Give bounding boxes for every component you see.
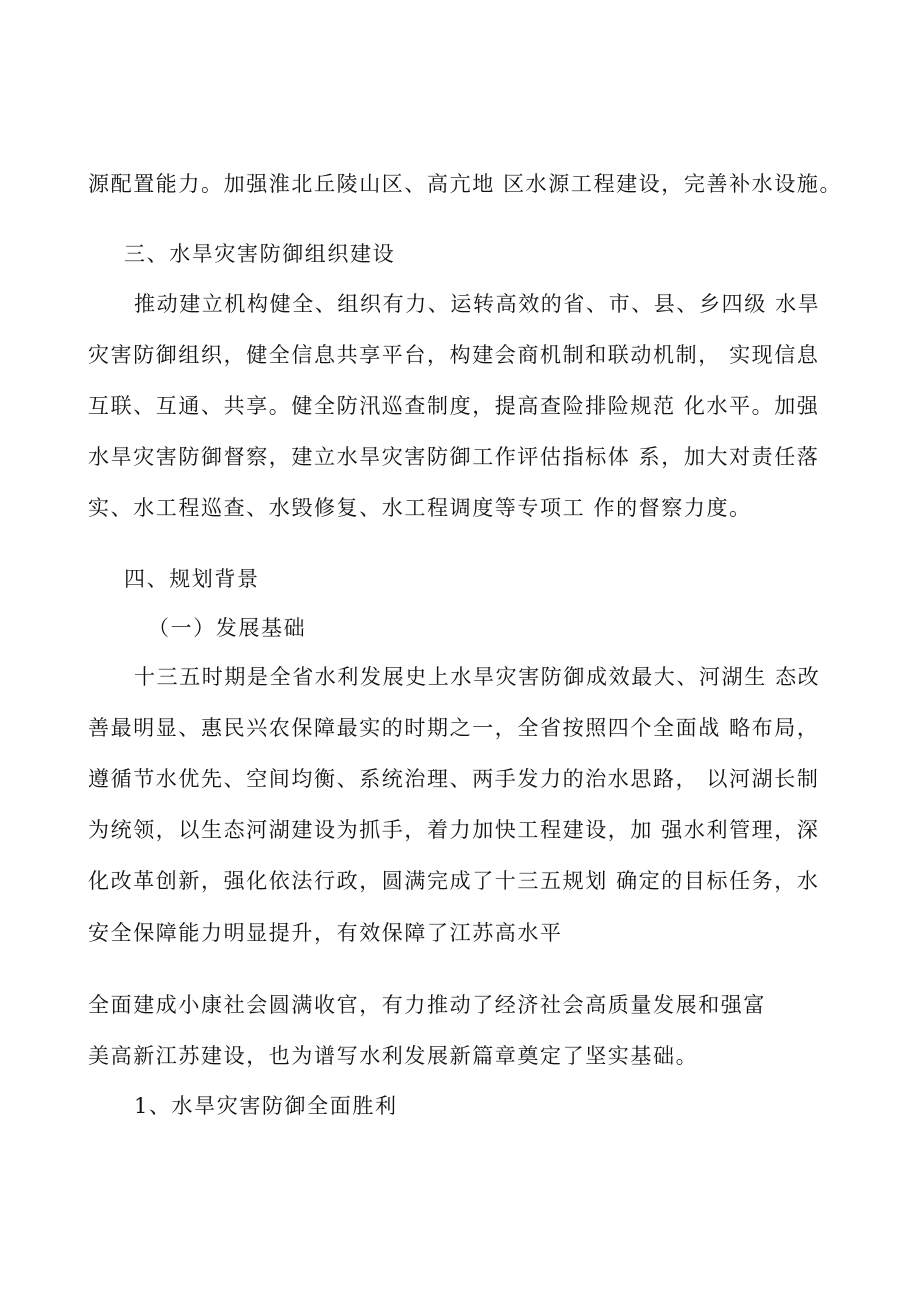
- paragraph-line: 十三五时期是全省水利发展史上水旱灾害防御成效最大、河湖生 态改: [134, 665, 821, 689]
- subsection-heading: （一）发展基础: [148, 616, 307, 640]
- paragraph-line: 推动建立机构健全、组织有力、运转高效的省、市、县、乡四级 水旱: [134, 292, 821, 316]
- section-heading: 三、水旱灾害防御组织建设: [124, 242, 396, 266]
- item-heading: 1、水旱灾害防御全面胜利: [134, 1094, 398, 1118]
- paragraph-line: 实、水工程巡查、水毁修复、水工程调度等专项工 作的督察力度。: [88, 496, 752, 520]
- paragraph-line: 水旱灾害防御督察，建立水旱灾害防御工作评估指标体 系，加大对责任落: [88, 445, 820, 469]
- paragraph-line: 化改革创新，强化依法行政，圆满完成了十三五规划 确定的目标任务，水: [88, 869, 820, 893]
- paragraph-line: 全面建成小康社会圆满收官，有力推动了经济社会高质量发展和强富: [88, 993, 766, 1017]
- paragraph-line: 美高新江苏建设，也为谱写水利发展新篇章奠定了坚实基础。: [88, 1044, 699, 1068]
- paragraph-line: 善最明显、惠民兴农保障最实的时期之一，全省按照四个全面战 略布局，: [88, 716, 820, 740]
- section-heading: 四、规划背景: [124, 567, 260, 591]
- paragraph-line: 源配置能力。加强淮北丘陵山区、高亢地 区水源工程建设，完善补水设施。: [88, 172, 843, 196]
- paragraph-line: 互联、互通、共享。健全防汛巡查制度，提高查险排险规范 化水平。加强: [88, 394, 820, 418]
- paragraph-line: 遵循节水优先、空间均衡、系统治理、两手发力的治水思路， 以河湖长制: [88, 767, 820, 791]
- paragraph-line: 灾害防御组织，健全信息共享平台，构建会商机制和联动机制， 实现信息: [88, 343, 820, 367]
- paragraph-line: 安全保障能力明显提升，有效保障了江苏高水平: [88, 921, 563, 945]
- paragraph-line: 为统领，以生态河湖建设为抓手，着力加快工程建设，加 强水利管理，深: [88, 818, 820, 842]
